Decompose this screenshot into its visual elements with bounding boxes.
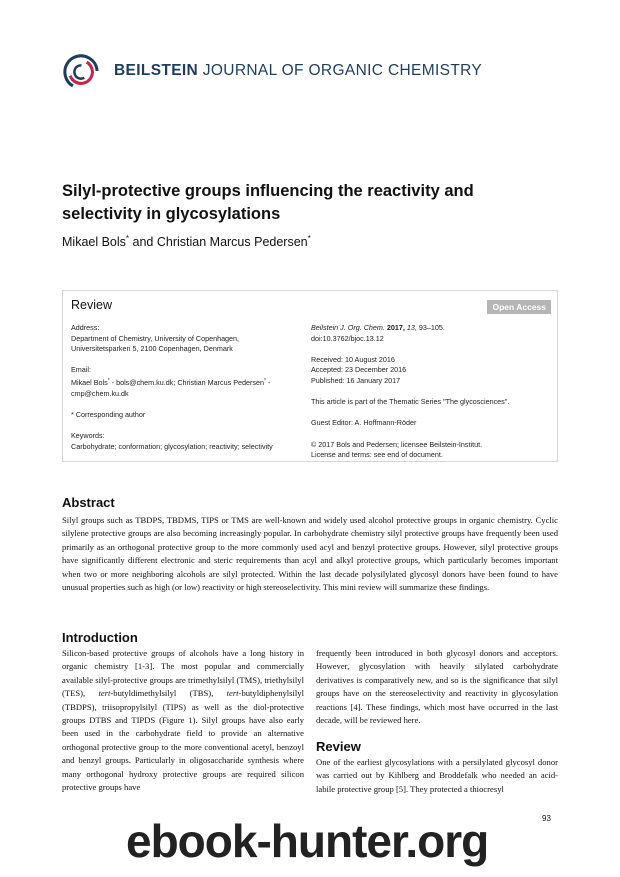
corresponding-mark: * <box>125 234 130 243</box>
keywords-label: Keywords: <box>71 430 105 440</box>
info-right-column <box>311 323 553 461</box>
email-line: Mikael Bols* - bols@chem.ku.dk; Christian Marcus Pedersen* - <box>71 377 271 387</box>
doi-link[interactable]: doi:10.3762/bjoc.13.12 <box>311 333 384 343</box>
article-title: Silyl-protective groups influencing the reactivity and selectivity in glycosylations <box>62 182 474 223</box>
email-link[interactable]: - bols@chem.ku.dk; Christian Marcus Pedersen <box>109 377 265 387</box>
corresponding-mark: * <box>307 234 311 243</box>
open-access-badge: Open Access <box>487 300 551 314</box>
journal-name: BEILSTEIN JOURNAL OF ORGANIC CHEMISTRY <box>114 62 483 79</box>
info-left-column <box>71 323 306 452</box>
author-list: Mikael Bols* and Christian Marcus Pedersen* <box>62 234 311 249</box>
review-heading: Review <box>316 739 361 754</box>
corresponding-note: * Corresponding author <box>71 409 146 419</box>
abstract-heading: Abstract <box>62 495 115 510</box>
review-paragraph: One of the earliest glycosylations with a persilylated glycosyl donor was carried out by Kihlberg and Broddefalk who needed an acid-labile protective group [5]. They protected a thiocresyl <box>316 757 558 794</box>
introduction-heading: Introduction <box>62 630 138 645</box>
author-name: Christian Marcus Pedersen <box>156 235 308 249</box>
beilstein-swirl-icon <box>62 53 100 91</box>
email-label: Email: <box>71 365 91 375</box>
author-name: Mikael Bols <box>62 235 126 249</box>
watermark: ebook-hunter.org <box>126 815 489 867</box>
keywords: Carbohydrate; conformation; glycosylation; reactivity; selectivity <box>71 441 273 451</box>
introduction-paragraph: Silicon-based protective groups of alcohols have a long history in organic chemistry [1-3]. The most popular and commercially available silyl-protective groups are trimethylsilyl (TMS), triethylsilyl (TES), tert-butyldimethylsilyl (TBS), tert-butyldiphenylsilyl (TBDPS), triisopropylsilyl (TIPS) as well as the diol-protective groups DTBS and TIPDS (Figure 1). Silyl groups have also early been used in the carbohydrate field to provide an alternative orthogonal protective group to the more conventional acetyl, benzoyl and benzyl groups. Particularly in oligosaccharide synthesis where many orthogonal hydroxy protective groups are required silicon protective groups have <box>62 648 304 793</box>
guest-editor: Guest Editor: A. Hoffmann-Röder <box>311 418 417 428</box>
page-number: 93 <box>542 814 551 823</box>
published-date: Published: 16 January 2017 <box>311 375 401 385</box>
thematic-series-note: This article is part of the Thematic Series "The glycosciences". <box>311 397 510 407</box>
address-line: Universitetsparken 5, 2100 Copenhagen, Denmark <box>71 344 233 354</box>
address-line: Department of Chemistry, University of Copenhagen, <box>71 333 240 343</box>
received-date: Received: 10 August 2016 <box>311 354 395 364</box>
article-info-box <box>62 290 558 462</box>
introduction-paragraph: frequently been introduced in both glycosyl donors and acceptors. However, glycosylation with heavily silylated carbohydrate derivatives is comparatively new, and so is the significance that silyl groups have on the stereoselectivity and reactivity in glycosylation reactions [4]. These findings, which most have occurred in the last decade, will be reviewed here. <box>316 648 558 726</box>
abstract-text: Silyl groups such as TBDPS, TBDMS, TIPS or TMS are well-known and widely used alcohol protective groups in organic chemistry. Cyclic silylene protective groups are also becoming increasingly popular. In carbohydrate chemistry silyl protective groups have frequently been used primarily as an orthogonal protective group to the more commonly used acyl and benzyl protective groups. However, silyl protective groups have significantly different electronic and steric requirements than acyl and alkyl protective groups, which particularly becomes important when two or more neighboring alcohols are silyl protected. Within the last decade polysilylated glycosyl donors have been found to have unusual properties such as high (or low) reactivity or high stereoselectivity. This mini review will summarize these findings. <box>62 515 558 593</box>
email-link[interactable]: cmp@chem.ku.dk <box>71 388 129 398</box>
accepted-date: Accepted: 23 December 2016 <box>311 365 407 375</box>
address-label: Address: <box>71 323 100 332</box>
citation: Beilstein J. Org. Chem. 2017, 13, 93–105. <box>311 323 445 332</box>
license-note: License and terms: see end of document. <box>311 450 443 460</box>
article-type: Review <box>71 298 112 312</box>
copyright-note: © 2017 Bols and Pedersen; licensee Beilstein-Institut. <box>311 439 483 449</box>
